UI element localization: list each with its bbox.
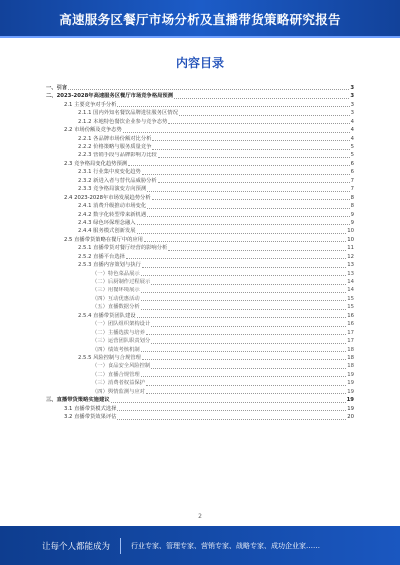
toc-leader-dots <box>142 173 350 175</box>
toc-entry-page: 4 <box>350 135 354 142</box>
toc-entry[interactable] <box>46 270 354 278</box>
toc-entry[interactable] <box>46 101 354 109</box>
toc-leader-dots <box>152 198 350 200</box>
toc-leader-dots <box>141 308 347 310</box>
toc-entry[interactable] <box>46 337 354 345</box>
toc-entry[interactable] <box>46 362 354 370</box>
toc-entry-page: 3 <box>350 84 354 91</box>
toc-entry[interactable] <box>46 244 354 252</box>
toc-entry[interactable] <box>46 84 354 92</box>
toc-leader-dots <box>179 114 350 116</box>
toc-leader-dots <box>141 291 347 293</box>
toc-entry-page: 19 <box>347 405 354 412</box>
toc-entry-text: 2.2.3 营销手段与品牌影响力比较 <box>78 152 157 159</box>
toc-entry-text: （一）食品安全风险控制 <box>92 363 151 370</box>
toc-entry[interactable] <box>46 118 354 126</box>
toc-entry-text: 2.1.2 本地特色餐饮企业参与竞争态势 <box>78 118 168 125</box>
toc-entry[interactable] <box>46 152 354 160</box>
toc-leader-dots <box>168 122 349 124</box>
table-of-contents <box>46 84 354 422</box>
toc-leader-dots <box>141 350 347 352</box>
toc-leader-dots <box>141 274 347 276</box>
toc-entry[interactable] <box>46 329 354 337</box>
toc-entry[interactable] <box>46 143 354 151</box>
toc-entry-text: （一）特色菜品展示 <box>92 270 140 277</box>
toc-entry[interactable] <box>46 185 354 193</box>
toc-leader-dots <box>151 342 346 344</box>
toc-entry-text: 2.3.2 新进入者与替代品威胁分析 <box>78 177 157 184</box>
toc-entry-text: 3.2 直播带货效果评估 <box>64 414 117 421</box>
toc-entry[interactable] <box>46 211 354 219</box>
toc-entry-text: 2.5.5 风险控制与合规管理 <box>78 354 141 361</box>
toc-leader-dots <box>137 232 347 234</box>
toc-leader-dots <box>126 257 346 259</box>
toc-entry-text: 2.3 竞争格局变化趋势预测 <box>64 160 128 167</box>
toc-entry-text: 2.5.2 直播平台选择 <box>78 253 125 260</box>
toc-entry[interactable] <box>46 320 354 328</box>
toc-entry-page: 20 <box>347 414 354 421</box>
toc-entry[interactable] <box>46 413 354 421</box>
toc-entry[interactable] <box>46 219 354 227</box>
toc-entry-text: （一）团队组织架构设计 <box>92 321 151 328</box>
toc-entry-text: 2.5.1 直播带货对餐厅经营的影响分析 <box>78 245 168 252</box>
toc-entry-text: 2.2 市场份额及竞争态势 <box>64 127 122 134</box>
toc-entry[interactable] <box>46 227 354 235</box>
toc-leader-dots <box>147 215 349 217</box>
toc-entry[interactable] <box>46 346 354 354</box>
toc-entry-page: 8 <box>350 203 354 210</box>
toc-leader-dots <box>117 418 346 420</box>
toc-leader-dots <box>117 409 346 411</box>
toc-entry-text: 2.2.2 价格策略与服务质量竞争 <box>78 144 152 151</box>
toc-leader-dots <box>68 88 349 90</box>
toc-entry-page: 5 <box>350 144 354 151</box>
toc-leader-dots <box>146 333 346 335</box>
toc-entry-text: 一、引言 <box>46 84 68 91</box>
toc-leader-dots <box>142 358 346 360</box>
toc-entry-page: 9 <box>350 211 354 218</box>
toc-entry[interactable] <box>46 295 354 303</box>
toc-entry[interactable] <box>46 396 354 404</box>
toc-entry-page: 17 <box>347 329 354 336</box>
toc-entry-page: 5 <box>350 152 354 159</box>
toc-entry-page: 11 <box>347 245 354 252</box>
toc-entry-text: 2.3.1 行业集中度变化趋势 <box>78 169 141 176</box>
toc-entry[interactable] <box>46 126 354 134</box>
toc-entry-text: （三）用餐环境展示 <box>92 287 140 294</box>
toc-entry-text: 2.4.4 服务模式创新发展 <box>78 228 136 235</box>
toc-entry-page: 19 <box>347 380 354 387</box>
toc-leader-dots <box>128 164 350 166</box>
toc-leader-dots <box>123 131 350 133</box>
header-accent-line <box>0 36 400 38</box>
toc-title: 内容目录 <box>175 56 224 70</box>
toc-entry-page: 3 <box>350 93 354 100</box>
toc-entry[interactable] <box>46 236 354 244</box>
toc-leader-dots <box>152 139 349 141</box>
toc-entry-text: 2.3.3 竞争格局演变方向预测 <box>78 186 147 193</box>
toc-entry-text: （二）后厨制作过程展示 <box>92 279 151 286</box>
toc-entry-text: 2.1.1 国内外知名餐饮品牌进驻服务区情况 <box>78 110 178 117</box>
toc-entry-page: 6 <box>350 169 354 176</box>
toc-entry-page: 7 <box>350 177 354 184</box>
toc-entry-page: 18 <box>347 346 354 353</box>
toc-leader-dots <box>158 181 350 183</box>
toc-entry-page: 4 <box>350 127 354 134</box>
toc-entry-text: 2.5.3 直播内容策划与执行 <box>78 262 141 269</box>
toc-entry-page: 6 <box>350 160 354 167</box>
toc-entry-page: 13 <box>347 262 354 269</box>
toc-entry-text: 2.1 主要竞争对手分析 <box>64 101 117 108</box>
toc-leader-dots <box>137 316 347 318</box>
toc-entry-page: 9 <box>350 219 354 226</box>
toc-entry[interactable] <box>46 388 354 396</box>
footer-slogan: 让每个人都能成为 <box>42 541 111 552</box>
toc-entry-page: 7 <box>350 186 354 193</box>
toc-entry-text: （三）运营团队职责划分 <box>92 338 151 345</box>
toc-entry-text: （四）舆情监测与应对 <box>92 388 145 395</box>
toc-entry-text: （四）绩效考核机制 <box>92 346 140 353</box>
toc-entry-page: 15 <box>347 295 354 302</box>
toc-entry-text: （二）主播选拔与培养 <box>92 329 145 336</box>
toc-entry-page: 3 <box>350 101 354 108</box>
toc-entry-page: 13 <box>347 270 354 277</box>
toc-entry[interactable] <box>46 405 354 413</box>
toc-entry-text: 2.2.1 各品牌市场份额对比分析 <box>78 135 152 142</box>
toc-entry[interactable] <box>46 371 354 379</box>
toc-entry[interactable] <box>46 109 354 117</box>
toc-entry[interactable] <box>46 354 354 362</box>
toc-entry-page: 19 <box>347 371 354 378</box>
footer-experts: 行业专家、管理专家、营销专家、战略专家、成功企业家…… <box>131 541 321 550</box>
toc-leader-dots <box>141 299 347 301</box>
toc-entry-page: 12 <box>347 253 354 260</box>
toc-entry-page: 19 <box>346 397 354 404</box>
toc-entry[interactable] <box>46 261 354 269</box>
toc-leader-dots <box>117 105 349 107</box>
toc-entry-page: 16 <box>347 321 354 328</box>
toc-entry[interactable] <box>46 92 354 100</box>
toc-entry-page: 16 <box>347 312 354 319</box>
toc-entry[interactable] <box>46 303 354 311</box>
toc-entry[interactable] <box>46 253 354 261</box>
toc-entry[interactable] <box>46 177 354 185</box>
toc-leader-dots <box>151 325 346 327</box>
toc-entry-page: 18 <box>347 354 354 361</box>
toc-entry-text: 2.4.1 消费升级推动市场变化 <box>78 203 147 210</box>
toc-entry-page: 10 <box>347 228 354 235</box>
toc-leader-dots <box>147 190 349 192</box>
toc-entry[interactable] <box>46 168 354 176</box>
toc-entry-page: 8 <box>350 194 354 201</box>
toc-leader-dots <box>146 384 346 386</box>
toc-leader-dots <box>111 401 346 403</box>
toc-entry-text: 2.5.4 直播带货团队建设 <box>78 312 136 319</box>
toc-leader-dots <box>142 266 346 268</box>
toc-entry-text: 三、直播带货策略实施建议 <box>46 397 110 404</box>
toc-entry[interactable] <box>46 278 354 286</box>
toc-entry-page: 14 <box>347 279 354 286</box>
toc-entry-page: 3 <box>350 110 354 117</box>
toc-entry-text: （四）互动优惠活动 <box>92 295 140 302</box>
page-number: 2 <box>198 513 202 520</box>
footer-divider <box>120 538 121 554</box>
toc-entry[interactable] <box>46 379 354 387</box>
toc-entry-text: 2.4.2 数字化转型带来新机遇 <box>78 211 147 218</box>
toc-leader-dots <box>141 375 347 377</box>
toc-entry[interactable] <box>46 194 354 202</box>
toc-leader-dots <box>151 283 346 285</box>
toc-entry-text: （二）直播合规管理 <box>92 371 140 378</box>
toc-entry-page: 14 <box>347 287 354 294</box>
toc-entry-page: 19 <box>347 388 354 395</box>
toc-leader-dots <box>174 97 349 99</box>
toc-entry-page: 17 <box>347 338 354 345</box>
toc-leader-dots <box>151 367 346 369</box>
toc-entry[interactable] <box>46 160 354 168</box>
toc-leader-dots <box>144 240 346 242</box>
toc-entry-text: （五）直播数据分析 <box>92 304 140 311</box>
toc-leader-dots <box>146 392 346 394</box>
toc-entry-page: 15 <box>347 304 354 311</box>
report-title: 高速服务区餐厅市场分析及直播带货策略研究报告 <box>59 12 341 27</box>
toc-entry-text: 二、2023-2028年高速服务区餐厅市场竞争格局预测 <box>46 93 174 100</box>
toc-entry-text: 3.1 直播带货模式选择 <box>64 405 117 412</box>
toc-entry-text: 2.4 2023-2028年市场发展趋势分析 <box>64 194 151 201</box>
toc-leader-dots <box>137 223 350 225</box>
toc-leader-dots <box>152 148 349 150</box>
toc-leader-dots <box>158 156 350 158</box>
toc-leader-dots <box>168 249 346 251</box>
toc-entry-text: （三）消费者权益保护 <box>92 380 145 387</box>
toc-entry[interactable] <box>46 312 354 320</box>
report-header <box>0 0 400 38</box>
toc-leader-dots <box>147 207 349 209</box>
toc-entry[interactable] <box>46 202 354 210</box>
footer-banner <box>0 526 400 565</box>
toc-entry[interactable] <box>46 287 354 295</box>
toc-entry[interactable] <box>46 135 354 143</box>
toc-entry-page: 10 <box>347 236 354 243</box>
toc-entry-page: 4 <box>350 118 354 125</box>
toc-entry-page: 18 <box>347 363 354 370</box>
toc-entry-text: 2.4.3 绿色环保理念融入 <box>78 219 136 226</box>
toc-entry-text: 2.5 直播带货策略在餐厅中的应用 <box>64 236 143 243</box>
